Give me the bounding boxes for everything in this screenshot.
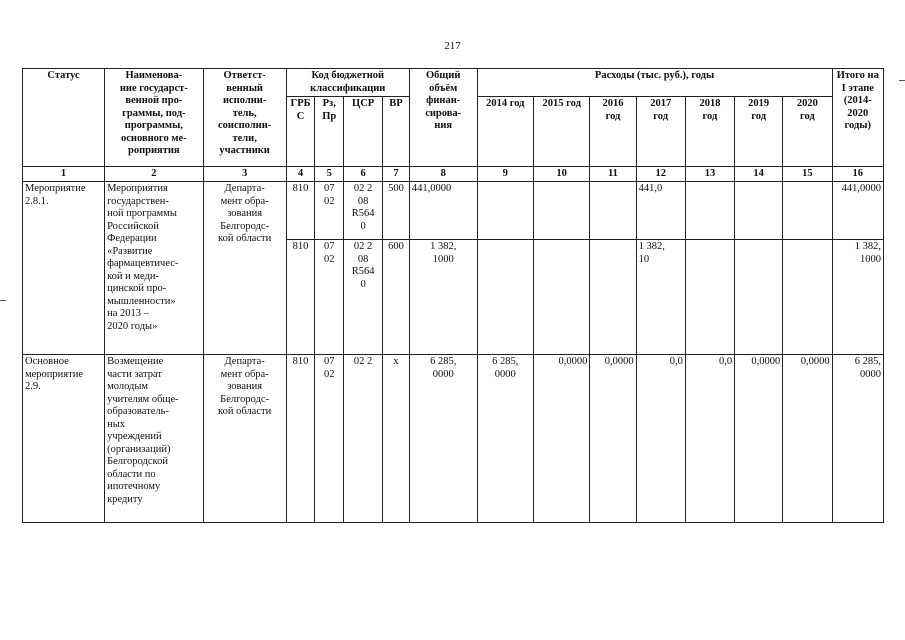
column-number: 13 — [685, 167, 734, 182]
cell-2014: 6 285, 0000 — [477, 355, 533, 523]
cell-2020 — [783, 182, 832, 240]
column-number: 10 — [533, 167, 589, 182]
cell-2014 — [477, 182, 533, 240]
cell-csr: 02 2 08 R564 0 — [344, 182, 383, 240]
header-total-volume: Общий объём финан- сирова- ния — [409, 69, 477, 167]
cell-total: 441,0000 — [409, 182, 477, 240]
cell-2020 — [783, 240, 832, 355]
header-vr: ВР — [383, 97, 410, 167]
cell-2015 — [533, 182, 589, 240]
cell-grbs: 810 — [286, 182, 315, 240]
cell-rz-pr: 07 02 — [315, 182, 344, 240]
column-number: 2 — [105, 167, 204, 182]
cell-2019: 0,0000 — [735, 355, 783, 523]
cell-rz-pr: 07 02 — [315, 240, 344, 355]
row-status: Мероприятие 2.8.1. — [23, 182, 105, 355]
header-expenses: Расходы (тыс. руб.), годы — [477, 69, 832, 97]
header-year-2016: 2016 год — [590, 97, 636, 167]
header-stage-total: Итого на I этапе (2014- 2020 годы) — [832, 69, 883, 167]
row-status: Основное мероприятие 2.9. — [23, 355, 105, 523]
column-number: 12 — [636, 167, 685, 182]
cell-2017: 0,0 — [636, 355, 685, 523]
cell-2016: 0,0000 — [590, 355, 636, 523]
column-number: 7 — [383, 167, 410, 182]
cell-stage-total: 441,0000 — [832, 182, 883, 240]
cell-2015: 0,0000 — [533, 355, 589, 523]
cell-2016 — [590, 240, 636, 355]
page-number: 217 — [444, 40, 461, 52]
cell-csr: 02 2 — [344, 355, 383, 523]
column-number: 14 — [735, 167, 783, 182]
cell-vr: 600 — [383, 240, 410, 355]
header-grbs: ГРБ С — [286, 97, 315, 167]
column-number: 8 — [409, 167, 477, 182]
header-status: Статус — [23, 69, 105, 167]
cell-grbs: 810 — [286, 355, 315, 523]
cell-rz-pr: 07 02 — [315, 355, 344, 523]
header-year-2014: 2014 год — [477, 97, 533, 167]
cell-2019 — [735, 240, 783, 355]
column-number: 15 — [783, 167, 832, 182]
column-number: 5 — [315, 167, 344, 182]
table-row — [23, 182, 884, 240]
cell-total: 6 285, 0000 — [409, 355, 477, 523]
cell-vr: х — [383, 355, 410, 523]
column-number-row — [23, 167, 884, 182]
cell-2018: 0,0 — [685, 355, 734, 523]
cell-stage-total: 1 382, 1000 — [832, 240, 883, 355]
cell-2015 — [533, 240, 589, 355]
cell-vr: 500 — [383, 182, 410, 240]
cell-2019 — [735, 182, 783, 240]
cell-2017: 441,0 — [636, 182, 685, 240]
header-year-2019: 2019 год — [735, 97, 783, 167]
cell-2016 — [590, 182, 636, 240]
cell-csr: 02 2 08 R564 0 — [344, 240, 383, 355]
row-responsible: Департа- мент обра- зования Белгородс- кой области — [203, 182, 286, 355]
column-number: 16 — [832, 167, 883, 182]
cell-total: 1 382, 1000 — [409, 240, 477, 355]
column-number: 11 — [590, 167, 636, 182]
budget-table — [22, 68, 884, 523]
scan-edge-mark-right — [899, 80, 905, 81]
header-rz-pr: Рз, Пр — [315, 97, 344, 167]
header-year-2020: 2020 год — [783, 97, 832, 167]
cell-2018 — [685, 182, 734, 240]
header-responsible: Ответст- венный исполни- тель, соисполни- тели, участники — [203, 69, 286, 167]
header-year-2018: 2018 год — [685, 97, 734, 167]
header-name: Наименова- ние государст- венной про- граммы, под- программы, основного ме- роприятия — [105, 69, 204, 167]
header-year-2015: 2015 год — [533, 97, 589, 167]
cell-2017: 1 382, 10 — [636, 240, 685, 355]
cell-2014 — [477, 240, 533, 355]
column-number: 1 — [23, 167, 105, 182]
scan-edge-mark-left — [0, 300, 6, 301]
cell-stage-total: 6 285, 0000 — [832, 355, 883, 523]
table-row — [23, 355, 884, 523]
column-number: 4 — [286, 167, 315, 182]
row-name: Мероприятия государствен- ной программы Российской Федерации «Развитие фармацевтичес- кой и меди- цинской про- мышленности» на 2013 – 2020 годы» — [105, 182, 204, 355]
column-number: 3 — [203, 167, 286, 182]
header-budget-code: Код бюджетной классификации — [286, 69, 409, 97]
column-number: 6 — [344, 167, 383, 182]
cell-grbs: 810 — [286, 240, 315, 355]
cell-2020: 0,0000 — [783, 355, 832, 523]
cell-2018 — [685, 240, 734, 355]
header-year-2017: 2017 год — [636, 97, 685, 167]
row-name: Возмещение части затрат молодым учителям обще- образователь- ных учреждений (организаций) Белгородской области по ипотечному кредиту — [105, 355, 204, 523]
column-number: 9 — [477, 167, 533, 182]
row-responsible: Департа- мент обра- зования Белгородс- кой области — [203, 355, 286, 523]
header-csr: ЦСР — [344, 97, 383, 167]
